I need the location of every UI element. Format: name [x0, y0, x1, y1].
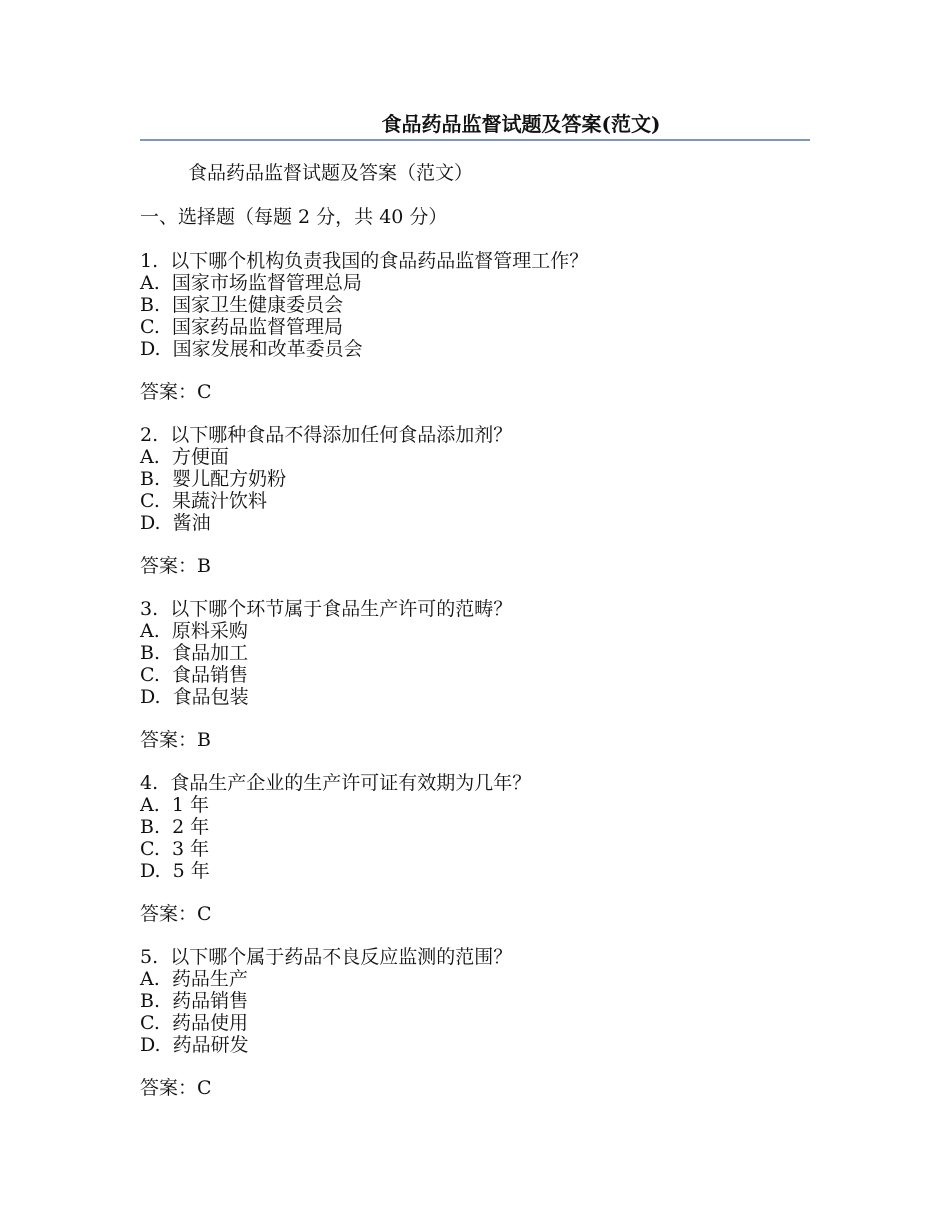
question-text: 2. 以下哪种食品不得添加任何食品添加剂？: [140, 424, 513, 446]
question-text: 3. 以下哪个环节属于食品生产许可的范畴？: [140, 598, 513, 620]
document-subtitle: 食品药品监督试题及答案（范文）: [188, 162, 474, 184]
answer-text: 答案：C: [140, 1077, 212, 1099]
option-a: A. 1 年: [140, 794, 209, 816]
question-block-5: [140, 946, 810, 1099]
option-b: B. 药品销售: [140, 990, 249, 1012]
option-c: C. 食品销售: [140, 664, 248, 686]
page-header-title: 食品药品监督试题及答案(范文): [381, 112, 661, 136]
answer-text: 答案：C: [140, 381, 212, 403]
option-a: A. 原料采购: [140, 620, 248, 642]
option-d: D. 食品包装: [140, 686, 249, 708]
option-d: D. 国家发展和改革委员会: [140, 338, 363, 360]
option-c: C. 国家药品监督管理局: [140, 316, 343, 338]
question-block-1: [140, 250, 810, 403]
section-heading: 一、选择题（每题 2 分，共 40 分）: [140, 206, 448, 228]
question-block-3: [140, 598, 810, 751]
question-block-4: [140, 772, 810, 925]
question-text: 1. 以下哪个机构负责我国的食品药品监督管理工作？: [140, 250, 589, 272]
option-a: A. 方便面: [140, 446, 229, 468]
header-divider: [140, 139, 810, 141]
question-text: 4. 食品生产企业的生产许可证有效期为几年？: [140, 772, 532, 794]
question-block-2: [140, 424, 810, 577]
option-a: A. 国家市场监督管理总局: [140, 272, 362, 294]
option-b: B. 国家卫生健康委员会: [140, 294, 344, 316]
option-b: B. 食品加工: [140, 642, 249, 664]
question-text: 5. 以下哪个属于药品不良反应监测的范围？: [140, 946, 513, 968]
option-d: D. 5 年: [140, 860, 210, 882]
option-c: C. 3 年: [140, 838, 210, 860]
option-d: D. 药品研发: [140, 1034, 249, 1056]
option-a: A. 药品生产: [140, 968, 248, 990]
answer-text: 答案：C: [140, 903, 212, 925]
option-c: C. 药品使用: [140, 1012, 248, 1034]
option-d: D. 酱油: [140, 512, 211, 534]
option-b: B. 2 年: [140, 816, 210, 838]
option-c: C. 果蔬汁饮料: [140, 490, 267, 512]
answer-text: 答案：B: [140, 555, 211, 577]
option-b: B. 婴儿配方奶粉: [140, 468, 287, 490]
answer-text: 答案：B: [140, 729, 211, 751]
